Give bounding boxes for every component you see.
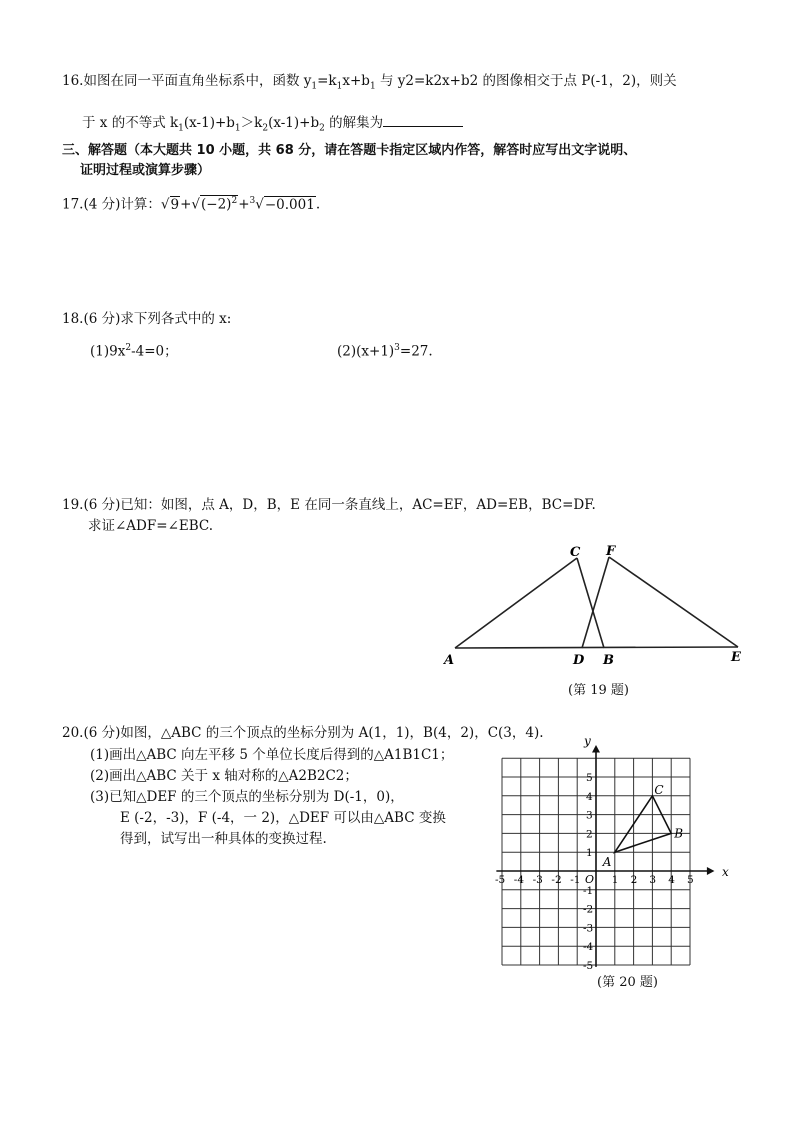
label-c: C: [570, 545, 581, 560]
section3-heading: 三、解答题（本大题共 10 小题，共 68 分，请在答题卡指定区域内作答，解答时应写出文字说明、: [62, 143, 637, 158]
sub: 2: [262, 123, 269, 134]
q20-part1: (1)画出△ABC 向左平移 5 个单位长度后得到的△A1B1C1；: [90, 747, 454, 763]
q20-part3-line1: (3)已知△DEF 的三个顶点的坐标分别为 D(-1，0)，: [90, 789, 404, 805]
x-axis-label: x: [721, 865, 729, 879]
q16-text: 与 y2=k2x+b2 的图像相交于点 P(-1，2)，则关: [375, 73, 677, 89]
q17: 17.(4 分)计算：$√9+√(-2)^2+^3√-0.001$.: [62, 196, 321, 213]
q20-part2: (2)画出△ABC 关于 x 轴对称的△A2B2C2；: [90, 768, 358, 784]
q18-text: =27.: [399, 343, 433, 360]
q18-stem: 18.(6 分)求下列各式中的 x:: [62, 311, 232, 327]
q19-caption: (第 19 题): [568, 683, 629, 698]
label-d: D: [573, 653, 585, 668]
x-tick-label: -3: [532, 874, 543, 886]
q20-part3-line3: 得到，试写出一种具体的变换过程.: [120, 831, 327, 847]
label-f: F: [606, 544, 616, 559]
x-tick-label: 3: [649, 874, 657, 886]
y-tick-label: -2: [583, 903, 594, 916]
q20-part3-line2: E (-2，-3)，F (-4，一 2)，△DEF 可以由△ABC 变换: [120, 810, 446, 826]
q16-text: 于 x 的不等式 k: [82, 115, 179, 131]
y-axis-label: y: [584, 734, 591, 749]
y-tick-label: 4: [586, 790, 593, 803]
x-tick-label: -4: [513, 874, 525, 886]
point-c-label: C: [654, 782, 664, 797]
sub: 1: [311, 81, 318, 92]
x-axis-arrow: [707, 867, 715, 875]
section3-heading-cont: 证明过程或演算步骤）: [80, 163, 211, 178]
point-a-label: A: [602, 855, 612, 870]
exponent: 2: [231, 196, 238, 206]
y-tick-label: 3: [586, 809, 593, 822]
sub: 1: [234, 123, 241, 134]
q16-text: =k: [317, 73, 337, 89]
q19-prove: 求证∠ADF=∠EBC.: [88, 518, 214, 534]
exponent: 3: [394, 343, 400, 353]
label-a: A: [444, 653, 455, 668]
sub: 1: [369, 81, 376, 92]
radicand: 9: [170, 196, 180, 213]
plus: +: [238, 196, 250, 213]
radicand: −0.001: [264, 196, 315, 213]
label-b: B: [603, 653, 614, 668]
y-tick-label: -1: [583, 884, 594, 897]
x-tick-label: -1: [570, 874, 581, 886]
x-tick-label: -5: [495, 874, 506, 886]
sub: 1: [336, 81, 343, 92]
q20-caption: (第 20 题): [597, 975, 658, 990]
q18-text: (2)(x+1): [337, 343, 395, 360]
q16-text: (x-1)+b: [268, 115, 320, 131]
origin-label: O: [585, 873, 595, 886]
q18-text: (1)9x: [90, 343, 126, 360]
radicand-text: (−2): [201, 196, 232, 213]
q18-text: -4=0；: [131, 343, 178, 360]
y-tick-label: -3: [583, 922, 594, 935]
q17-prefix: 17.(4 分)计算：: [62, 196, 161, 213]
point-b-label: B: [674, 826, 684, 841]
q20-stem: 20.(6 分)如图，△ABC 的三个顶点的坐标分别为 A(1，1)，B(4，2)，C(3，4).: [62, 725, 544, 741]
y-tick-label: -4: [583, 941, 594, 954]
y-tick-label: 5: [586, 772, 593, 784]
y-tick-label: 2: [586, 828, 593, 841]
q16-text: 的解集为: [324, 115, 384, 131]
x-tick-label: -2: [551, 874, 562, 886]
plus: +: [180, 196, 192, 213]
triangle-abc: [615, 796, 671, 852]
cube-index: 3: [249, 196, 256, 206]
y-axis-arrow: [592, 745, 600, 753]
q16-text: ＞k: [240, 115, 263, 131]
q16-text: 16.如图在同一平面直角坐标系中，函数 y: [62, 73, 312, 89]
exponent: 2: [125, 343, 132, 353]
period: .: [315, 196, 321, 213]
sub: 2: [319, 123, 325, 134]
y-tick-label: -5: [583, 960, 594, 972]
x-tick-label: 4: [668, 874, 675, 886]
q19-stem: 19.(6 分)已知：如图，点 A，D，B，E 在同一条直线上，AC=EF，AD=EB，BC=DF.: [62, 497, 596, 513]
x-tick-label: 2: [630, 874, 638, 886]
x-tick-label: 5: [687, 874, 694, 886]
label-e: E: [731, 650, 741, 665]
q16-text: x+b: [342, 73, 370, 89]
x-tick-label: 1: [611, 874, 619, 886]
sub: 1: [178, 123, 184, 134]
y-tick-label: 1: [586, 847, 593, 860]
q16-text: (x-1)+b: [183, 115, 235, 131]
